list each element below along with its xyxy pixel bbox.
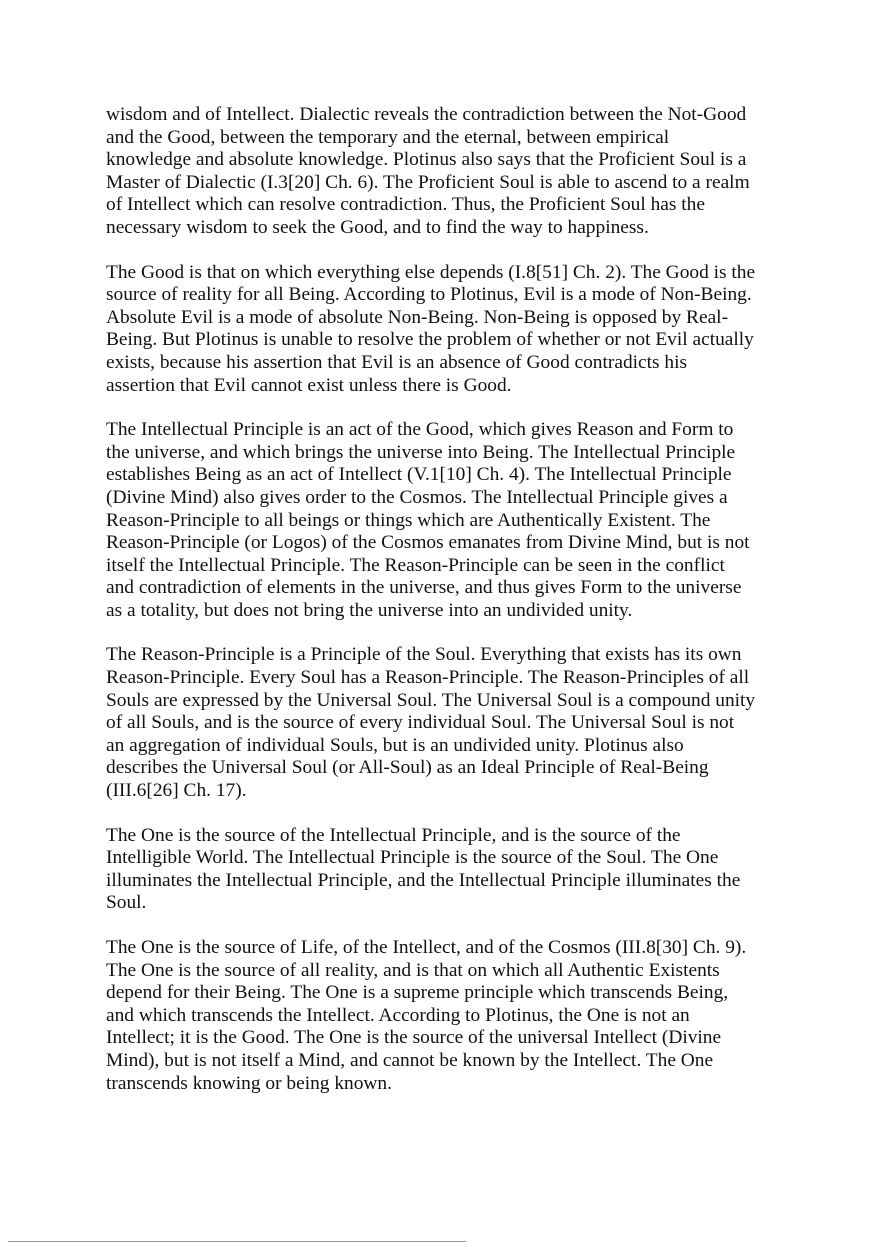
paragraph-the-one-life: The One is the source of Life, of the Intellect, and of the Cosmos (III.8[30] Ch. 9). The One is the source of all reality, and is that on which all Authentic Existents depend for their Being. The One is a supreme principle which transcends Being, and which transcends the Intellect. According to Plotinus, the One is not an Intellect; it is the Good. The One is the source of the universal Intellect (Divine Mind), but is not itself a Mind, and cannot be known by the Intellect. The One transcends knowing or being known. <box>106 937 747 1094</box>
footnote-separator-line <box>8 1241 466 1242</box>
paragraph-reason-principle: The Reason-Principle is a Principle of the Soul. Everything that exists has its own Reason-Principle. Every Soul has a Reason-Principle. The Reason-Principles of all Souls are expressed by the Universal Soul. The Universal Soul is a compound unity of all Souls, and is the source of every individual Soul. The Universal Soul is not an aggregation of individual Souls, but is an undivided unity. Plotinus also describes the Universal Soul (or All-Soul) as an Ideal Principle of Real-Being (III.6[26] Ch. 17). <box>106 644 756 802</box>
paragraph-dialectic: wisdom and of Intellect. Dialectic reveals the contradiction between the Not-Good and the Good, between the temporary and the eternal, between empirical knowledge and absolute knowledge. Plotinus also says that the Proficient Soul is a Master of Dialectic (I.3[20] Ch. 6). The Proficient Soul is able to ascend to a realm of Intellect which can resolve contradiction. Thus, the Proficient Soul has the necessary wisdom to seek the Good, and to find the way to happiness. <box>106 104 750 238</box>
paragraph-intellectual-principle: The Intellectual Principle is an act of the Good, which gives Reason and Form to the universe, and which brings the universe into Being. The Intellectual Principle establishes Being as an act of Intellect (V.1[10] Ch. 4). The Intellectual Principle (Divine Mind) also gives order to the Cosmos. The Intellectual Principle gives a Reason-Principle to all beings or things which are Authentically Existent. The Reason-Principle (or Logos) of the Cosmos emanates from Divine Mind, but is not itself the Intellectual Principle. The Reason-Principle can be seen in the conflict and contradiction of elements in the universe, and thus gives Form to the universe as a totality, but does not bring the universe into an undivided unity. <box>106 419 750 621</box>
document-page <box>106 104 782 1117</box>
paragraph-the-one-source: The One is the source of the Intellectual Principle, and is the source of the Intelligible World. The Intellectual Principle is the source of the Soul. The One illuminates the Intellectual Principle, and the Intellectual Principle illuminates the Soul. <box>106 824 741 914</box>
paragraph-the-good: The Good is that on which everything else depends (I.8[51] Ch. 2). The Good is the source of reality for all Being. According to Plotinus, Evil is a mode of Non-Being. Absolute Evil is a mode of absolute Non-Being. Non-Being is opposed by Real- Being. But Plotinus is unable to resolve the problem of whether or not Evil actually exists, because his assertion that Evil is an absence of Good contradicts his assertion that Evil cannot exist unless there is Good. <box>106 261 756 396</box>
